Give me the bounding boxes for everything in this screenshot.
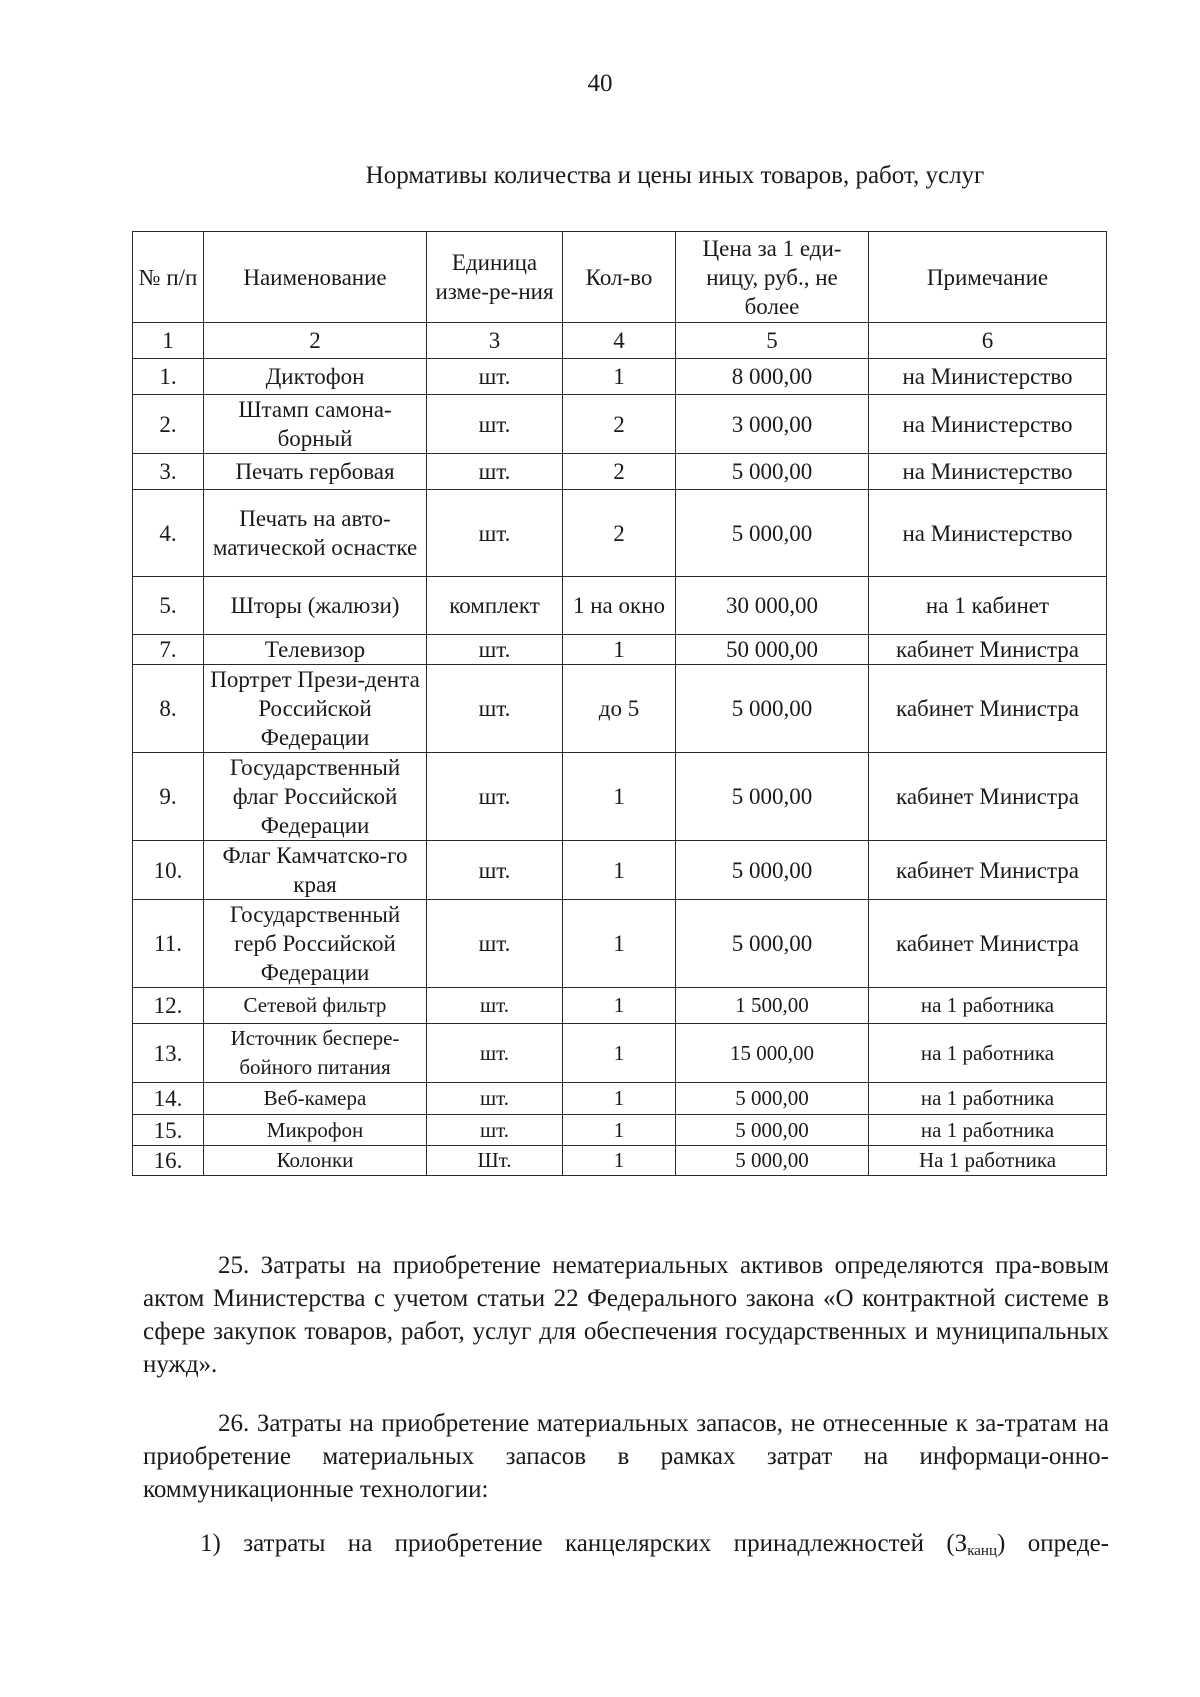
item-note: на 1 работника xyxy=(869,988,1107,1024)
item-unit: комплект xyxy=(427,577,563,635)
item-note: кабинет Министра xyxy=(869,900,1107,988)
item-quantity: 1 xyxy=(563,359,676,395)
item-price: 5 000,00 xyxy=(676,490,869,577)
item-unit: шт. xyxy=(427,635,563,665)
table-row xyxy=(133,665,1107,753)
paragraph-1-tail: ) опреде- xyxy=(997,1530,1109,1557)
item-name: Колонки xyxy=(204,1146,427,1176)
table-row xyxy=(133,1146,1107,1176)
item-name: Источник беспере-бойного питания xyxy=(204,1024,427,1083)
item-unit: шт. xyxy=(427,490,563,577)
column-header: Единица изме-ре-ния xyxy=(427,232,563,323)
item-note: кабинет Министра xyxy=(869,841,1107,900)
row-number: 8. xyxy=(133,665,204,753)
item-name: Микрофон xyxy=(204,1115,427,1146)
paragraph-1-subscript: канц xyxy=(967,1543,997,1559)
item-quantity: 1 xyxy=(563,753,676,841)
item-name: Печать гербовая xyxy=(204,454,427,490)
item-unit: шт. xyxy=(427,1083,563,1115)
item-price: 5 000,00 xyxy=(676,1146,869,1176)
table-row xyxy=(133,454,1107,490)
table-row xyxy=(133,1115,1107,1146)
column-number-row xyxy=(133,323,1107,359)
column-header: Кол-во xyxy=(563,232,676,323)
norms-table-body xyxy=(133,232,1107,1176)
row-number: 11. xyxy=(133,900,204,988)
paragraph-25 xyxy=(143,1249,1109,1381)
column-header: Примечание xyxy=(869,232,1107,323)
item-unit: шт. xyxy=(427,841,563,900)
paragraph-26-text: 26. Затраты на приобретение материальных запасов, не отнесенные к за-тратам на приобретение материальных запасов в рамках затрат на информаци-онно-коммуникационные технологии: xyxy=(143,1410,1109,1503)
item-price: 5 000,00 xyxy=(676,1083,869,1115)
item-name: Телевизор xyxy=(204,635,427,665)
table-row xyxy=(133,988,1107,1024)
item-price: 15 000,00 xyxy=(676,1024,869,1083)
item-quantity: до 5 xyxy=(563,665,676,753)
column-number: 2 xyxy=(204,323,427,359)
row-number: 4. xyxy=(133,490,204,577)
row-number: 16. xyxy=(133,1146,204,1176)
item-quantity: 1 xyxy=(563,988,676,1024)
item-quantity: 1 xyxy=(563,1024,676,1083)
item-note: на 1 работника xyxy=(869,1083,1107,1115)
table-row xyxy=(133,577,1107,635)
paragraph-1 xyxy=(143,1527,1109,1568)
item-name: Государственный флаг Российской Федерации xyxy=(204,753,427,841)
norms-table xyxy=(132,231,1107,1176)
column-number: 4 xyxy=(563,323,676,359)
item-quantity: 1 xyxy=(563,1115,676,1146)
item-price: 5 000,00 xyxy=(676,665,869,753)
paragraph-25-text: 25. Затраты на приобретение нематериальных активов определяются пра-вовым актом Министерства с учетом статьи 22 Федерального закона «О контрактной системе в сфере закупок товаров, работ, услуг для обеспечения государственных и муниципальных нужд». xyxy=(143,1252,1109,1378)
table-row xyxy=(133,1024,1107,1083)
item-note: кабинет Министра xyxy=(869,753,1107,841)
item-unit: шт. xyxy=(427,988,563,1024)
table-row xyxy=(133,841,1107,900)
item-unit: шт. xyxy=(427,1115,563,1146)
item-note: на 1 кабинет xyxy=(869,577,1107,635)
item-note: на Министерство xyxy=(869,454,1107,490)
item-unit: шт. xyxy=(427,1024,563,1083)
table-row xyxy=(133,359,1107,395)
item-name: Веб-камера xyxy=(204,1083,427,1115)
item-price: 5 000,00 xyxy=(676,753,869,841)
item-price: 5 000,00 xyxy=(676,841,869,900)
item-quantity: 1 xyxy=(563,1083,676,1115)
column-number: 5 xyxy=(676,323,869,359)
paragraph-1-text: 1) затраты на приобретение канцелярских принадлежностей (З xyxy=(200,1530,968,1557)
item-quantity: 2 xyxy=(563,395,676,454)
item-name: Штамп самона-борный xyxy=(204,395,427,454)
row-number: 2. xyxy=(133,395,204,454)
column-header: Цена за 1 еди-ницу, руб., не более xyxy=(676,232,869,323)
table-title: Нормативы количества и цены иных товаров, работ, услуг xyxy=(365,162,985,189)
item-unit: шт. xyxy=(427,359,563,395)
column-header: Наименование xyxy=(204,232,427,323)
item-note: на Министерство xyxy=(869,395,1107,454)
item-name: Шторы (жалюзи) xyxy=(204,577,427,635)
item-quantity: 1 xyxy=(563,1146,676,1176)
item-name: Печать на авто-матической оснастке xyxy=(204,490,427,577)
item-price: 50 000,00 xyxy=(676,635,869,665)
row-number: 7. xyxy=(133,635,204,665)
row-number: 15. xyxy=(133,1115,204,1146)
item-note: на Министерство xyxy=(869,490,1107,577)
table-row xyxy=(133,900,1107,988)
item-price: 3 000,00 xyxy=(676,395,869,454)
item-unit: шт. xyxy=(427,753,563,841)
row-number: 5. xyxy=(133,577,204,635)
item-price: 5 000,00 xyxy=(676,900,869,988)
item-quantity: 2 xyxy=(563,454,676,490)
item-price: 5 000,00 xyxy=(676,454,869,490)
item-unit: шт. xyxy=(427,454,563,490)
column-header: № п/п xyxy=(133,232,204,323)
table-header-row xyxy=(133,232,1107,323)
row-number: 14. xyxy=(133,1083,204,1115)
table-row xyxy=(133,490,1107,577)
table-row xyxy=(133,635,1107,665)
item-note: на Министерство xyxy=(869,359,1107,395)
item-unit: шт. xyxy=(427,395,563,454)
item-price: 8 000,00 xyxy=(676,359,869,395)
paragraph-26 xyxy=(143,1407,1109,1506)
item-name: Флаг Камчатско-го края xyxy=(204,841,427,900)
item-quantity: 1 xyxy=(563,841,676,900)
column-number: 3 xyxy=(427,323,563,359)
row-number: 9. xyxy=(133,753,204,841)
item-unit: шт. xyxy=(427,665,563,753)
column-number: 1 xyxy=(133,323,204,359)
row-number: 1. xyxy=(133,359,204,395)
item-note: на 1 работника xyxy=(869,1024,1107,1083)
page-number: 40 xyxy=(587,70,613,97)
item-price: 5 000,00 xyxy=(676,1115,869,1146)
item-note: на 1 работника xyxy=(869,1115,1107,1146)
item-price: 1 500,00 xyxy=(676,988,869,1024)
item-unit: шт. xyxy=(427,900,563,988)
row-number: 10. xyxy=(133,841,204,900)
item-note: На 1 работника xyxy=(869,1146,1107,1176)
item-quantity: 1 на окно xyxy=(563,577,676,635)
row-number: 13. xyxy=(133,1024,204,1083)
item-note: кабинет Министра xyxy=(869,635,1107,665)
table-row xyxy=(133,1083,1107,1115)
table-row xyxy=(133,395,1107,454)
row-number: 12. xyxy=(133,988,204,1024)
item-price: 30 000,00 xyxy=(676,577,869,635)
row-number: 3. xyxy=(133,454,204,490)
item-name: Государственный герб Российской Федерации xyxy=(204,900,427,988)
item-name: Сетевой фильтр xyxy=(204,988,427,1024)
item-unit: Шт. xyxy=(427,1146,563,1176)
item-name: Портрет Прези-дента Российской Федерации xyxy=(204,665,427,753)
item-quantity: 1 xyxy=(563,635,676,665)
item-quantity: 2 xyxy=(563,490,676,577)
item-quantity: 1 xyxy=(563,900,676,988)
item-name: Диктофон xyxy=(204,359,427,395)
item-note: кабинет Министра xyxy=(869,665,1107,753)
column-number: 6 xyxy=(869,323,1107,359)
table-row xyxy=(133,753,1107,841)
